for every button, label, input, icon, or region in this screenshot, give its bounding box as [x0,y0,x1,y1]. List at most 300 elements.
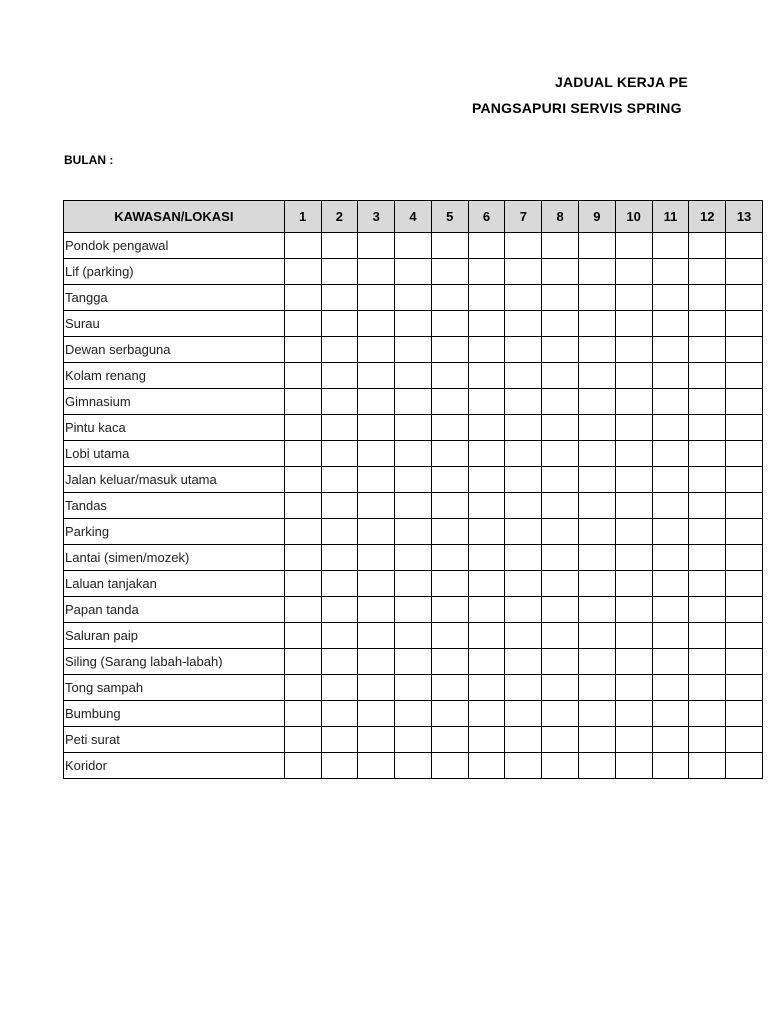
schedule-cell [615,571,652,597]
schedule-cell [284,597,321,623]
schedule-cell [358,467,395,493]
schedule-cell [542,649,579,675]
schedule-cell [542,467,579,493]
schedule-cell [505,337,542,363]
schedule-cell [395,259,432,285]
schedule-cell [689,337,726,363]
schedule-cell [505,285,542,311]
schedule-cell [284,285,321,311]
schedule-cell [652,519,689,545]
schedule-cell [284,311,321,337]
location-cell: Surau [64,311,285,337]
schedule-cell [615,649,652,675]
schedule-cell [395,649,432,675]
schedule-cell [689,259,726,285]
schedule-cell [431,675,468,701]
schedule-cell [542,337,579,363]
schedule-cell [395,545,432,571]
schedule-cell [321,389,358,415]
schedule-cell [321,311,358,337]
schedule-cell [395,389,432,415]
schedule-cell [652,311,689,337]
schedule-cell [615,545,652,571]
schedule-cell [615,467,652,493]
schedule-cell [321,363,358,389]
schedule-cell [615,415,652,441]
schedule-cell [578,545,615,571]
schedule-cell [615,727,652,753]
schedule-cell [578,649,615,675]
day-column-header: 9 [578,201,615,233]
schedule-cell [395,675,432,701]
schedule-cell [431,441,468,467]
schedule-cell [542,259,579,285]
schedule-cell [284,363,321,389]
location-cell: Peti surat [64,727,285,753]
schedule-cell [689,467,726,493]
location-cell: Lobi utama [64,441,285,467]
table-row [64,597,763,623]
schedule-cell [468,545,505,571]
schedule-cell [542,675,579,701]
schedule-cell [652,753,689,779]
schedule-cell [726,623,763,649]
schedule-cell [652,597,689,623]
schedule-cell [431,467,468,493]
schedule-cell [284,493,321,519]
schedule-cell [689,285,726,311]
schedule-cell [615,701,652,727]
schedule-cell [395,415,432,441]
schedule-cell [284,623,321,649]
schedule-cell [431,753,468,779]
schedule-cell [726,727,763,753]
schedule-cell [505,597,542,623]
table-row [64,701,763,727]
schedule-cell [726,649,763,675]
table-row [64,545,763,571]
schedule-cell [689,727,726,753]
location-cell: Gimnasium [64,389,285,415]
schedule-cell [468,285,505,311]
schedule-cell [321,441,358,467]
schedule-cell [726,415,763,441]
schedule-cell [689,649,726,675]
schedule-cell [726,675,763,701]
schedule-cell [505,701,542,727]
schedule-cell [505,519,542,545]
schedule-cell [358,493,395,519]
schedule-cell [652,649,689,675]
table-row [64,233,763,259]
schedule-cell [395,311,432,337]
schedule-cell [321,571,358,597]
schedule-cell [468,389,505,415]
schedule-cell [578,233,615,259]
schedule-cell [468,441,505,467]
schedule-cell [431,259,468,285]
table-row [64,337,763,363]
schedule-cell [726,389,763,415]
schedule-cell [284,467,321,493]
schedule-cell [578,259,615,285]
schedule-cell [726,285,763,311]
schedule-cell [689,363,726,389]
schedule-cell [578,467,615,493]
schedule-cell [505,493,542,519]
schedule-cell [505,233,542,259]
schedule-cell [321,623,358,649]
schedule-cell [652,337,689,363]
schedule-cell [505,259,542,285]
schedule-cell [468,753,505,779]
day-column-header: 7 [505,201,542,233]
schedule-cell [284,519,321,545]
schedule-cell [284,649,321,675]
location-cell: Tangga [64,285,285,311]
schedule-cell [505,363,542,389]
schedule-cell [726,571,763,597]
schedule-cell [431,415,468,441]
schedule-cell [321,233,358,259]
schedule-cell [321,519,358,545]
schedule-cell [431,311,468,337]
schedule-table [63,200,763,779]
schedule-cell [321,753,358,779]
schedule-cell [578,285,615,311]
table-row [64,519,763,545]
schedule-cell [542,441,579,467]
schedule-cell [468,337,505,363]
schedule-cell [726,493,763,519]
schedule-cell [689,597,726,623]
schedule-cell [468,675,505,701]
location-cell: Koridor [64,753,285,779]
day-column-header: 10 [615,201,652,233]
schedule-cell [578,389,615,415]
schedule-cell [321,259,358,285]
day-column-header: 1 [284,201,321,233]
schedule-cell [615,675,652,701]
schedule-cell [615,441,652,467]
schedule-cell [689,493,726,519]
schedule-cell [395,363,432,389]
schedule-cell [431,623,468,649]
schedule-cell [615,311,652,337]
schedule-cell [468,727,505,753]
schedule-cell [468,649,505,675]
month-label: BULAN : [64,153,114,167]
schedule-cell [358,597,395,623]
schedule-cell [395,623,432,649]
schedule-cell [542,545,579,571]
table-row [64,675,763,701]
location-cell: Jalan keluar/masuk utama [64,467,285,493]
schedule-cell [431,519,468,545]
location-cell: Lif (parking) [64,259,285,285]
day-column-header: 4 [395,201,432,233]
schedule-cell [726,545,763,571]
schedule-cell [505,545,542,571]
schedule-cell [505,441,542,467]
schedule-cell [395,285,432,311]
schedule-cell [652,285,689,311]
location-column-header: KAWASAN/LOKASI [64,201,285,233]
schedule-cell [505,675,542,701]
schedule-cell [542,389,579,415]
schedule-cell [542,285,579,311]
schedule-cell [505,753,542,779]
table-row [64,259,763,285]
schedule-cell [542,493,579,519]
schedule-cell [542,415,579,441]
schedule-cell [726,441,763,467]
schedule-cell [468,415,505,441]
schedule-cell [578,441,615,467]
schedule-cell [284,545,321,571]
schedule-cell [578,675,615,701]
schedule-cell [321,545,358,571]
schedule-cell [395,519,432,545]
schedule-cell [726,233,763,259]
schedule-cell [468,571,505,597]
location-cell: Tong sampah [64,675,285,701]
table-row [64,415,763,441]
schedule-cell [468,701,505,727]
schedule-cell [615,389,652,415]
schedule-cell [358,363,395,389]
schedule-cell [652,415,689,441]
schedule-cell [578,519,615,545]
day-column-header: 2 [321,201,358,233]
schedule-cell [321,701,358,727]
schedule-cell [689,571,726,597]
schedule-cell [284,233,321,259]
location-cell: Bumbung [64,701,285,727]
schedule-cell [321,415,358,441]
schedule-cell [395,753,432,779]
schedule-cell [542,363,579,389]
schedule-cell [468,597,505,623]
schedule-cell [321,467,358,493]
schedule-cell [726,337,763,363]
schedule-cell [578,415,615,441]
schedule-cell [652,363,689,389]
schedule-cell [358,623,395,649]
schedule-cell [689,701,726,727]
table-header-row [64,201,763,233]
schedule-cell [395,337,432,363]
schedule-cell [689,675,726,701]
location-cell: Parking [64,519,285,545]
schedule-cell [615,259,652,285]
schedule-cell [395,597,432,623]
schedule-cell [468,623,505,649]
schedule-cell [431,285,468,311]
schedule-cell [505,415,542,441]
schedule-cell [652,233,689,259]
schedule-cell [689,623,726,649]
schedule-cell [321,649,358,675]
schedule-cell [284,571,321,597]
schedule-cell [468,519,505,545]
schedule-cell [578,363,615,389]
schedule-cell [358,259,395,285]
schedule-cell [505,727,542,753]
table-row [64,285,763,311]
day-column-header: 11 [652,201,689,233]
schedule-cell [468,493,505,519]
schedule-cell [652,623,689,649]
schedule-cell [689,545,726,571]
schedule-cell [689,519,726,545]
schedule-cell [505,389,542,415]
schedule-cell [395,441,432,467]
schedule-cell [689,389,726,415]
schedule-cell [726,311,763,337]
schedule-cell [395,467,432,493]
schedule-cell [321,285,358,311]
schedule-cell [284,701,321,727]
schedule-cell [505,311,542,337]
schedule-cell [542,753,579,779]
location-cell: Lantai (simen/mozek) [64,545,285,571]
schedule-cell [321,597,358,623]
location-cell: Dewan serbaguna [64,337,285,363]
location-cell: Pintu kaca [64,415,285,441]
schedule-cell [431,597,468,623]
location-cell: Siling (Sarang labah-labah) [64,649,285,675]
location-cell: Saluran paip [64,623,285,649]
schedule-cell [468,363,505,389]
schedule-cell [431,337,468,363]
schedule-cell [615,363,652,389]
schedule-cell [726,259,763,285]
table-row [64,623,763,649]
location-cell: Tandas [64,493,285,519]
schedule-cell [395,233,432,259]
schedule-cell [542,701,579,727]
day-column-header: 3 [358,201,395,233]
schedule-cell [468,259,505,285]
schedule-cell [321,493,358,519]
schedule-cell [615,597,652,623]
schedule-cell [358,571,395,597]
schedule-cell [358,233,395,259]
schedule-cell [431,545,468,571]
schedule-cell [284,389,321,415]
table-body [64,233,763,779]
schedule-cell [431,701,468,727]
schedule-cell [652,545,689,571]
schedule-cell [431,493,468,519]
day-column-header: 12 [689,201,726,233]
schedule-cell [431,649,468,675]
schedule-cell [542,311,579,337]
schedule-cell [505,571,542,597]
schedule-cell [284,337,321,363]
schedule-cell [726,363,763,389]
schedule-cell [431,233,468,259]
schedule-cell [395,571,432,597]
table-row [64,389,763,415]
schedule-cell [726,753,763,779]
schedule-cell [542,623,579,649]
document-title: JADUAL KERJA PE [555,74,688,90]
schedule-cell [358,545,395,571]
schedule-cell [689,441,726,467]
schedule-cell [652,259,689,285]
table-row [64,311,763,337]
schedule-cell [395,701,432,727]
schedule-cell [284,753,321,779]
schedule-cell [505,467,542,493]
schedule-cell [542,571,579,597]
schedule-cell [505,623,542,649]
table-row [64,571,763,597]
schedule-cell [652,467,689,493]
schedule-cell [431,363,468,389]
schedule-cell [284,441,321,467]
schedule-cell [321,337,358,363]
schedule-cell [652,571,689,597]
day-column-header: 5 [431,201,468,233]
schedule-cell [542,519,579,545]
schedule-cell [615,753,652,779]
schedule-cell [578,623,615,649]
day-column-header: 6 [468,201,505,233]
schedule-cell [578,727,615,753]
schedule-cell [358,337,395,363]
schedule-cell [358,675,395,701]
schedule-cell [578,571,615,597]
schedule-cell [726,467,763,493]
schedule-cell [578,701,615,727]
schedule-cell [431,727,468,753]
schedule-cell [615,493,652,519]
schedule-cell [652,675,689,701]
schedule-cell [358,727,395,753]
schedule-cell [358,441,395,467]
schedule-cell [689,753,726,779]
schedule-cell [726,519,763,545]
schedule-cell [578,753,615,779]
schedule-cell [358,701,395,727]
location-cell: Papan tanda [64,597,285,623]
schedule-cell [652,441,689,467]
schedule-cell [358,753,395,779]
schedule-cell [652,389,689,415]
schedule-cell [468,233,505,259]
schedule-cell [395,493,432,519]
day-column-header: 13 [726,201,763,233]
schedule-cell [321,675,358,701]
schedule-cell [284,259,321,285]
schedule-cell [615,285,652,311]
schedule-cell [578,311,615,337]
schedule-cell [284,675,321,701]
schedule-cell [578,493,615,519]
schedule-table-container [63,200,752,784]
location-cell: Pondok pengawal [64,233,285,259]
table-row [64,441,763,467]
schedule-cell [652,493,689,519]
schedule-cell [615,233,652,259]
schedule-cell [358,389,395,415]
schedule-cell [468,467,505,493]
schedule-cell [284,727,321,753]
schedule-cell [321,727,358,753]
